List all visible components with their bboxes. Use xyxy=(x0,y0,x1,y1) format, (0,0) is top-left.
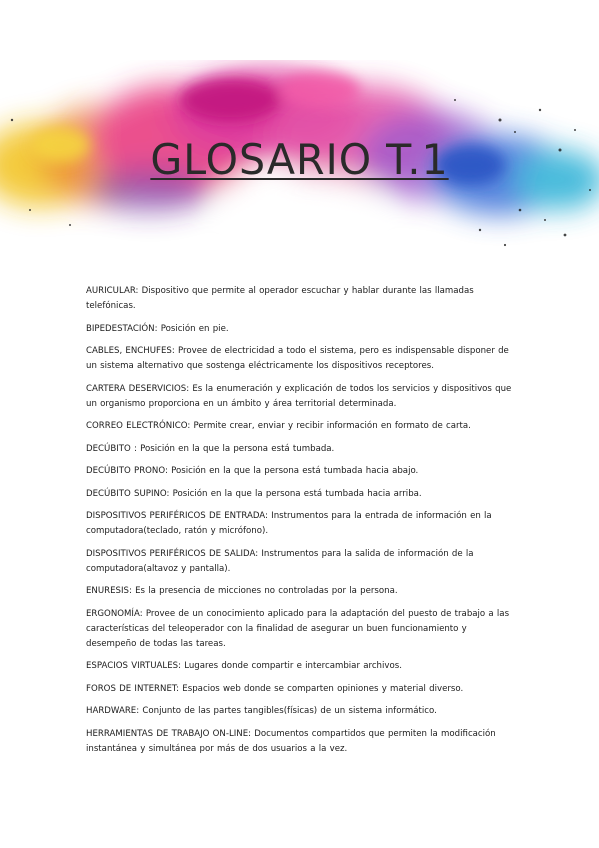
glossary-entry: DECÚBITO PRONO: Posición en la que la persona está tumbada hacia abajo. xyxy=(86,466,419,476)
glossary-entry: DISPOSITIVOS PERIFÉRICOS DE ENTRADA: Instrumentos para la entrada de información en la computadora(teclado, ratón y micrófono). xyxy=(86,511,492,536)
glossary-entry: FOROS DE INTERNET: Espacios web donde se comparten opiniones y material diverso. xyxy=(86,683,464,694)
glossary-entry: HERRAMIENTAS DE TRABAJO ON-LINE: Documentos compartidos que permiten la modificación instantánea y simultánea por más de dos usuarios a la vez. xyxy=(86,728,496,754)
glossary-list xyxy=(86,284,516,764)
glossary-entry: ESPACIOS VIRTUALES: Lugares donde compartir e intercambiar archivos. xyxy=(86,661,402,671)
glossary-entry: AURICULAR: Dispositivo que permite al operador escuchar y hablar durante las llamadas telefónicas. xyxy=(86,286,474,311)
glossary-entry: HARDWARE: Conjunto de las partes tangibles(físicas) de un sistema informático. xyxy=(86,706,437,716)
glossary-entry: CABLES, ENCHUFES: Provee de electricidad a todo el sistema, pero es indispensable disponer de un sistema alternativo que sostenga eléctricamente los dispositivos receptores. xyxy=(86,346,509,371)
glossary-entry: ENURESIS: Es la presencia de micciones no controladas por la persona. xyxy=(86,586,398,596)
glossary-entry: DISPOSITIVOS PERIFÉRICOS DE SALIDA: Instrumentos para la salida de información de la computadora(altavoz y pantalla). xyxy=(86,548,474,574)
glossary-entry: DECÚBITO SUPINO: Posición en la que la persona está tumbada hacia arriba. xyxy=(86,488,422,499)
glossary-entry: BIPEDESTACIÓN: Posición en pie. xyxy=(86,323,229,334)
glossary-entry: ERGONOMÍA: Provee de un conocimiento aplicado para la adaptación del puesto de trabajo a las características del teleoperador con la finalidad de asegurar un buen funcionamiento y desempeño de todas las tareas. xyxy=(86,608,510,649)
glossary-entry: CORREO ELECTRÓNICO: Permite crear, enviar y recibir información en formato de carta. xyxy=(86,421,471,431)
glossary-entry: CARTERA DESERVICIOS: Es la enumeración y explicación de todos los servicios y dispositivos que un organismo proporciona en un ámbito y área territorial determinada. xyxy=(86,383,512,409)
glossary-entry: DECÚBITO : Posición en la que la persona está tumbada. xyxy=(86,443,335,454)
page-title: GLOSARIO T.1 xyxy=(150,135,449,184)
